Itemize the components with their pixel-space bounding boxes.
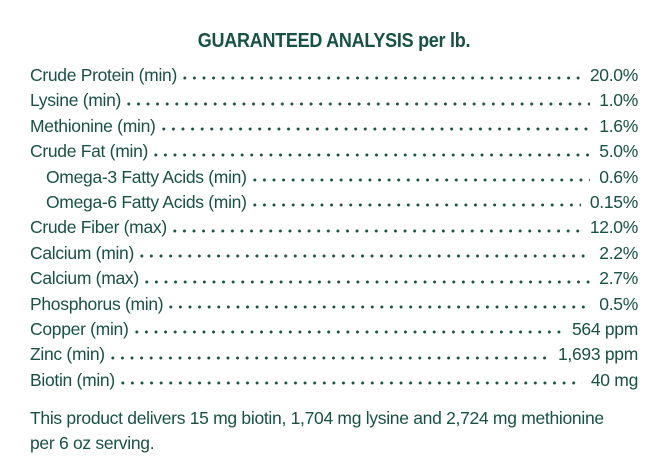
footer-note: This product delivers 15 mg biotin, 1,704 mg lysine and 2,724 mg methionine per 6 oz serving. [30, 408, 604, 454]
leader-dots [250, 203, 581, 207]
row-value: 1.0% [599, 90, 638, 111]
row-label: Calcium (min) [30, 242, 135, 263]
row-label: Omega-3 Fatty Acids (min) [46, 166, 247, 187]
leader-dots [124, 102, 590, 106]
row-label: Zinc (min) [30, 344, 105, 365]
leader-dots [180, 76, 581, 80]
table-row [30, 59, 638, 84]
row-value: 2.7% [599, 268, 638, 289]
row-value: 1.6% [599, 115, 638, 136]
leader-dots [151, 153, 590, 157]
leader-dots [142, 280, 590, 284]
row-label: Phosphorus (min) [30, 293, 164, 314]
row-label: Crude Fat (min) [30, 141, 149, 162]
leader-dots [250, 178, 591, 182]
row-label: Copper (min) [30, 318, 129, 339]
row-value: 5.0% [599, 141, 638, 162]
leader-dots [118, 381, 582, 385]
leader-dots [137, 254, 590, 258]
table-row [30, 313, 638, 338]
table-row [30, 237, 638, 262]
row-label: Omega-6 Fatty Acids (min) [46, 191, 247, 212]
row-value: 40 mg [590, 369, 638, 390]
row-value: 0.6% [599, 166, 638, 187]
table-row [30, 288, 638, 313]
row-label: Biotin (min) [30, 369, 115, 390]
row-label: Calcium (max) [30, 268, 139, 289]
table-row [30, 110, 638, 135]
row-value: 1,693 ppm [558, 344, 638, 365]
analysis-table [30, 59, 638, 389]
row-value: 20.0% [589, 65, 638, 86]
leader-dots [166, 305, 590, 309]
table-row [30, 186, 638, 211]
row-label: Lysine (min) [30, 90, 122, 111]
table-row [30, 84, 638, 109]
leader-dots [170, 229, 581, 233]
leader-dots [108, 356, 549, 360]
table-row [30, 262, 638, 287]
leader-dots [159, 127, 591, 131]
row-value: 564 ppm [571, 318, 638, 339]
row-label: Crude Fiber (max) [30, 217, 167, 238]
row-label: Crude Protein (min) [30, 65, 177, 86]
table-row [30, 161, 638, 186]
row-value: 2.2% [599, 242, 638, 263]
table-row [30, 338, 638, 363]
leader-dots [132, 330, 563, 334]
table-row [30, 364, 638, 389]
row-label: Methionine (min) [30, 115, 156, 136]
table-row [30, 211, 638, 236]
row-value: 12.0% [589, 217, 638, 238]
panel-title: GUARANTEED ANALYSIS per lb. [197, 30, 471, 52]
table-row [30, 135, 638, 160]
row-value: 0.15% [589, 191, 638, 212]
row-value: 0.5% [599, 293, 638, 314]
